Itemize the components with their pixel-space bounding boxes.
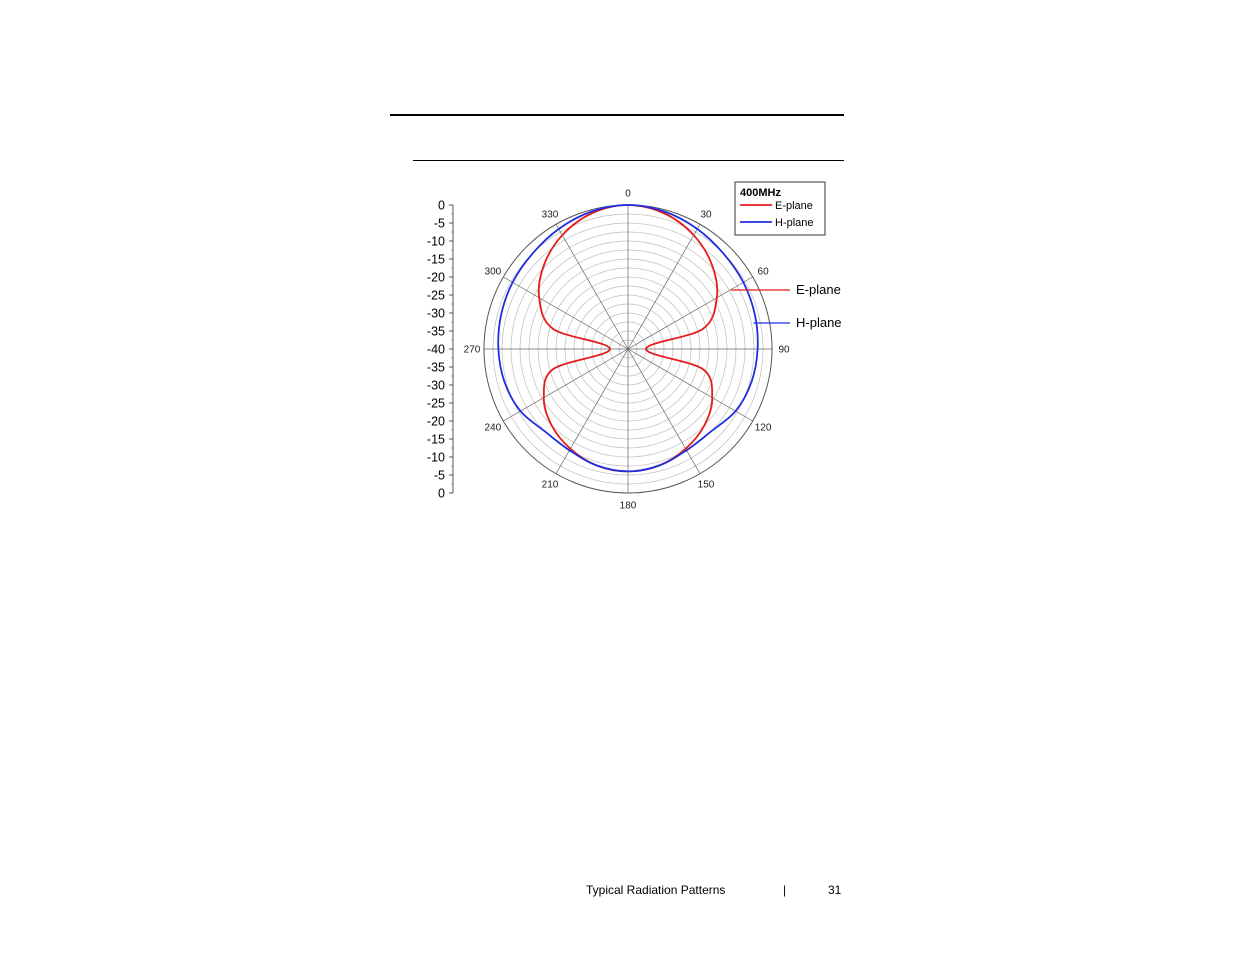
radial-tick-label: -10 — [426, 234, 445, 249]
radial-tick-label: -20 — [426, 270, 445, 285]
radial-tick-label: -10 — [426, 450, 445, 465]
radiation-pattern-chart — [420, 178, 850, 523]
footer-section-title: Typical Radiation Patterns — [586, 883, 726, 897]
radial-tick-label: -30 — [426, 378, 445, 393]
angle-tick-label: 120 — [754, 422, 772, 434]
radial-tick-label: 0 — [438, 486, 445, 501]
radial-tick-label: -25 — [426, 288, 445, 303]
angle-tick-label: 300 — [484, 266, 502, 278]
radial-tick-label: -35 — [426, 324, 445, 339]
callout-label: H-plane — [796, 315, 842, 330]
radial-tick-label: -15 — [426, 432, 445, 447]
footer-page-number: 31 — [828, 883, 842, 897]
header-rule — [390, 114, 844, 116]
legend-title: 400MHz — [740, 187, 781, 199]
angle-tick-label: 330 — [541, 209, 559, 221]
angle-tick-label: 240 — [484, 422, 502, 434]
legend-entry-label: H-plane — [775, 217, 814, 229]
radial-axis — [427, 199, 453, 501]
angle-tick-label: 0 — [625, 188, 631, 200]
radial-tick-label: -35 — [426, 360, 445, 375]
radial-tick-label: -5 — [433, 468, 445, 483]
radial-tick-label: -25 — [426, 396, 445, 411]
polar-grid — [484, 205, 772, 493]
footer-separator: | — [783, 883, 787, 897]
callout-label: E-plane — [796, 282, 841, 297]
angle-tick-label: 60 — [757, 266, 769, 278]
angle-tick-label: 90 — [778, 344, 790, 356]
radial-tick-label: -40 — [426, 342, 445, 357]
radial-tick-label: -5 — [433, 216, 445, 231]
angle-tick-label: 150 — [697, 479, 715, 491]
angle-tick-label: 270 — [463, 344, 481, 356]
angle-tick-label: 210 — [541, 479, 559, 491]
radial-tick-label: -15 — [426, 252, 445, 267]
angle-tick-label: 180 — [619, 500, 637, 512]
angle-tick-label: 30 — [700, 209, 712, 221]
radial-tick-label: -20 — [426, 414, 445, 429]
radial-tick-label: -30 — [426, 306, 445, 321]
legend — [735, 182, 825, 235]
radial-tick-label: 0 — [438, 198, 445, 213]
subheader-rule — [413, 160, 844, 161]
legend-entry-label: E-plane — [775, 200, 813, 212]
